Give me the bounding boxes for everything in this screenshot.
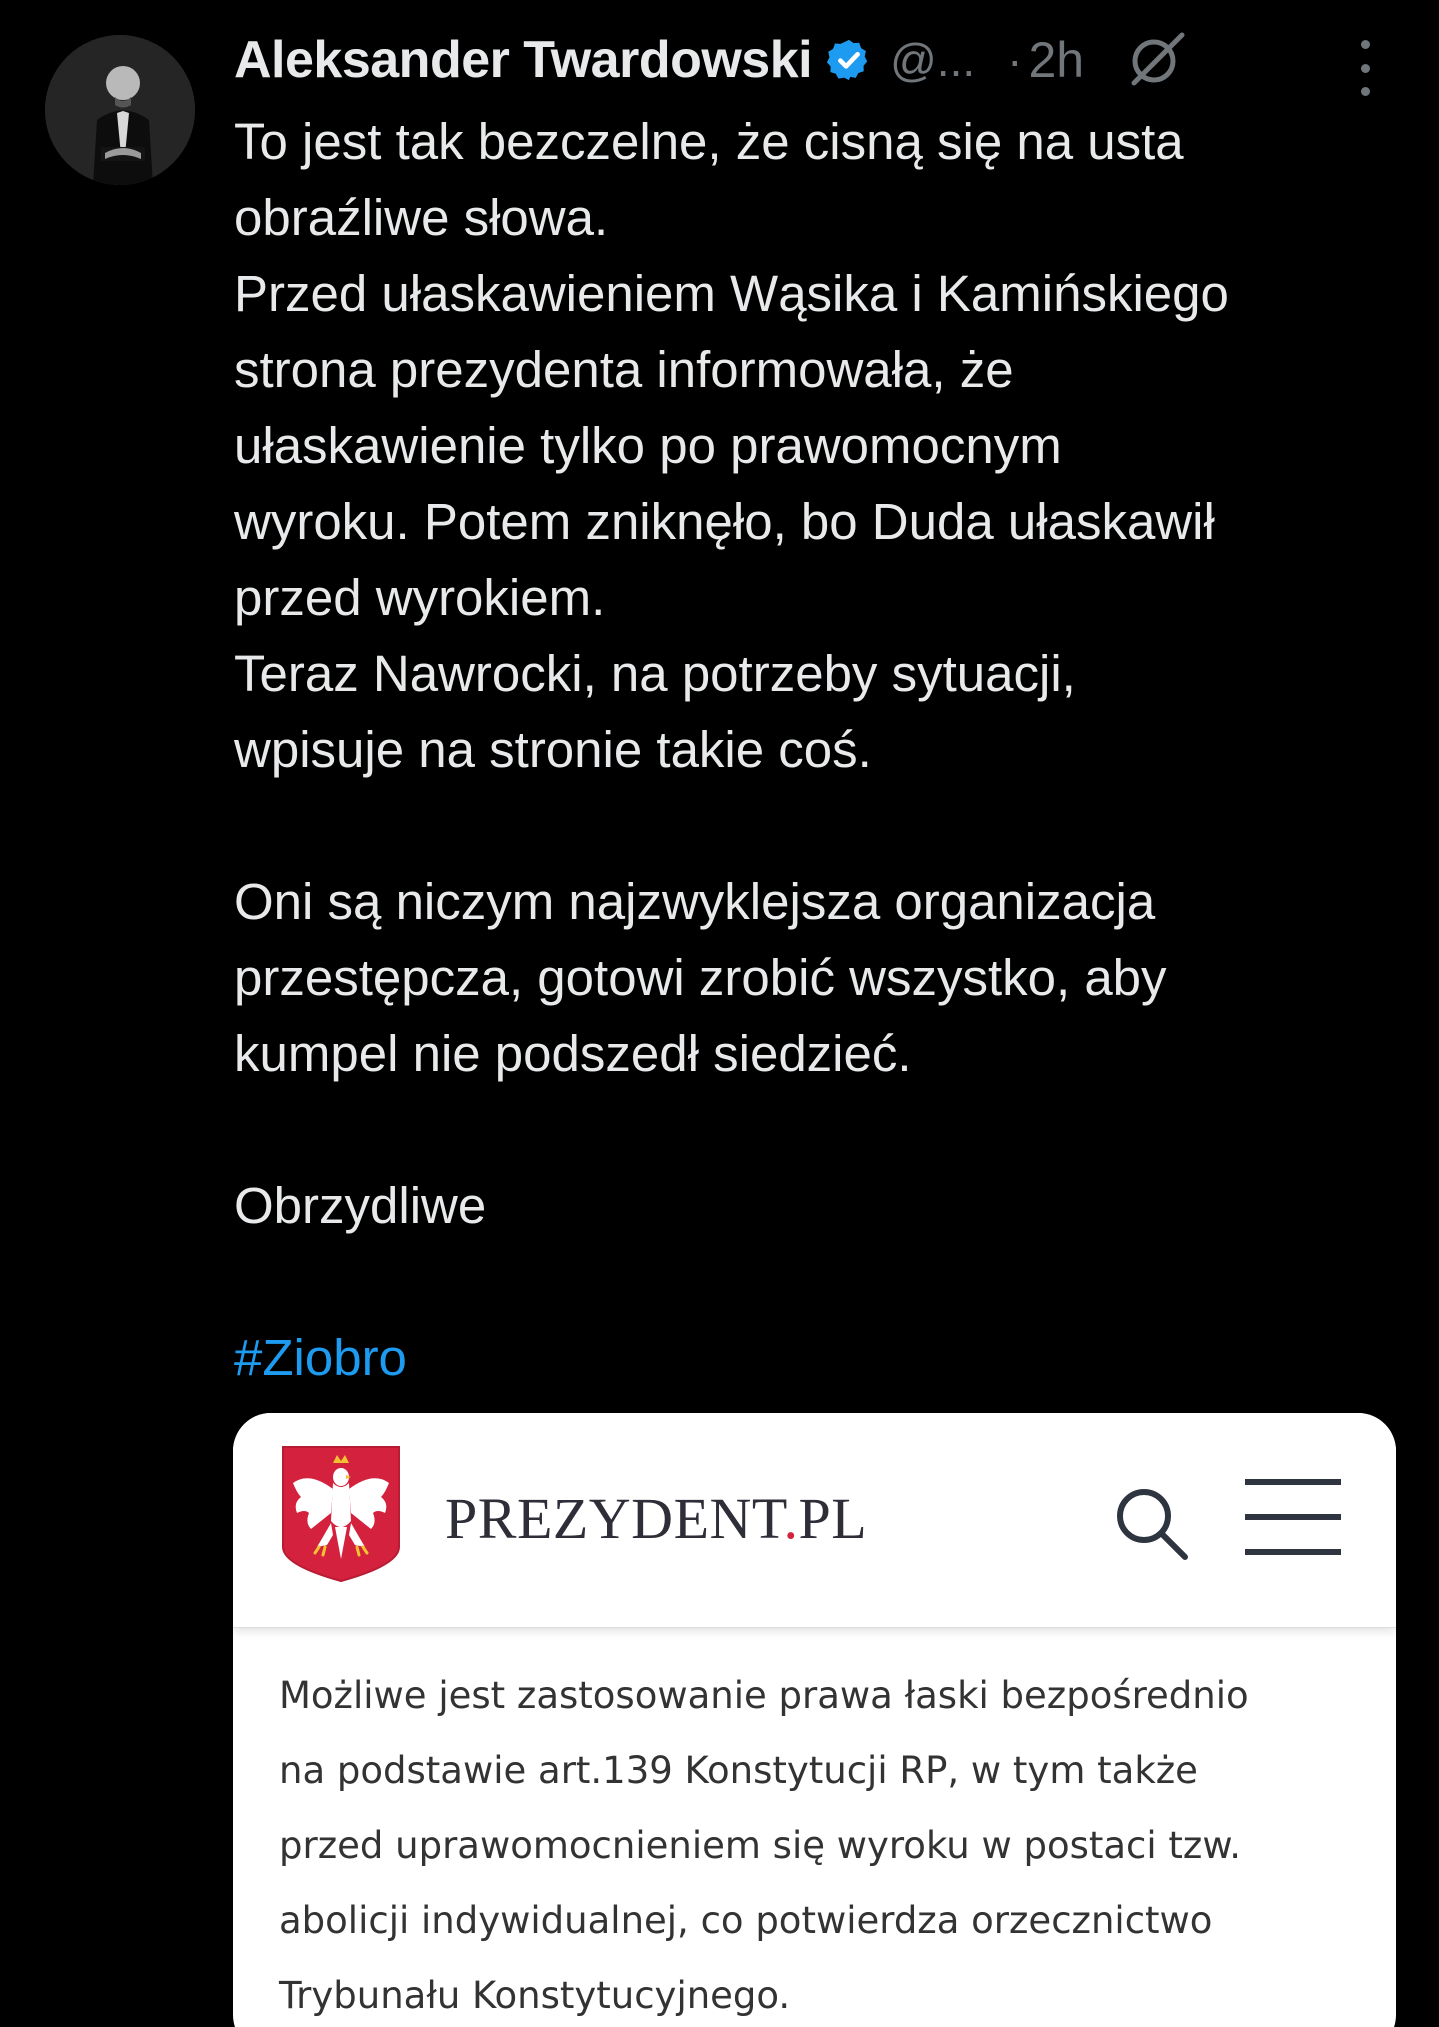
tweet-text-line: wpisuje na stronie takie coś. [234,721,872,778]
search-icon[interactable] [1111,1483,1191,1563]
tweet-text-line: Obrzydliwe [234,1177,487,1234]
site-name-tld: PL [798,1486,868,1551]
avatar-photo-icon [45,35,195,185]
tweet-text-line: przestępcza, gotowi zrobić wszystko, aby [234,949,1167,1006]
author-display-name[interactable]: Aleksander Twardowski [234,31,813,89]
tweet-header [234,28,1188,92]
menu-bar [1245,1479,1341,1485]
polish-eagle-emblem-icon [279,1443,403,1583]
paragraph-gap [234,1244,1374,1320]
site-name-main: PREZYDENT [445,1486,784,1551]
tweet-text-line: przed wyrokiem. [234,569,606,626]
site-excerpt [279,1658,1369,2027]
author-handle[interactable]: @... [890,34,976,86]
excerpt-line: abolicji indywidualnej, co potwierdza orzecznictwo [279,1899,1213,1942]
tweet-text-line: Przed ułaskawieniem Wąsika i Kamińskiego [234,265,1229,322]
tweet-timestamp[interactable]: 2h [1028,32,1085,88]
tweet-text-line: Oni są niczym najzwyklejsza organizacja [234,873,1156,930]
more-dot [1361,40,1370,49]
verified-badge-icon[interactable] [826,37,872,83]
site-header [233,1413,1396,1628]
tweet-text-line: To jest tak bezczelne, że cisną się na usta [234,113,1184,170]
paragraph-gap [234,1092,1374,1168]
more-options-icon[interactable] [1350,40,1380,96]
tweet-text [234,104,1374,1396]
hashtag-link[interactable]: #Ziobro [234,1329,407,1386]
tweet-text-line: wyroku. Potem zniknęło, bo Duda ułaskawił [234,493,1215,550]
tweet-text-line: ułaskawienie tylko po prawomocnym [234,417,1062,474]
tweet-text-line: obraźliwe słowa. [234,189,609,246]
menu-bar [1245,1514,1341,1520]
header-separator: · [1007,34,1023,86]
more-dot [1361,64,1370,73]
media-image[interactable] [233,1413,1396,2027]
site-name-dot: . [783,1486,799,1551]
tweet-text-line: strona prezydenta informowała, że [234,341,1014,398]
menu-bar [1245,1549,1341,1555]
paragraph-gap [234,788,1374,864]
tweet-text-line: kumpel nie podszedł siedzieć. [234,1025,912,1082]
excerpt-line: Możliwe jest zastosowanie prawa łaski bezpośrednio [279,1674,1249,1717]
tweet-text-line: Teraz Nawrocki, na potrzeby sytuacji, [234,645,1076,702]
hamburger-menu-icon[interactable] [1245,1469,1345,1569]
excerpt-line: na podstawie art.139 Konstytucji RP, w tym także [279,1749,1198,1792]
avatar[interactable] [45,35,195,185]
more-dot [1361,87,1370,96]
excerpt-line: przed uprawomocnieniem się wyroku w postaci tzw. [279,1824,1241,1867]
site-name[interactable] [445,1485,867,1552]
excerpt-line: Trybunału Konstytucyjnego. [279,1974,791,2017]
grok-icon[interactable] [1124,28,1188,92]
